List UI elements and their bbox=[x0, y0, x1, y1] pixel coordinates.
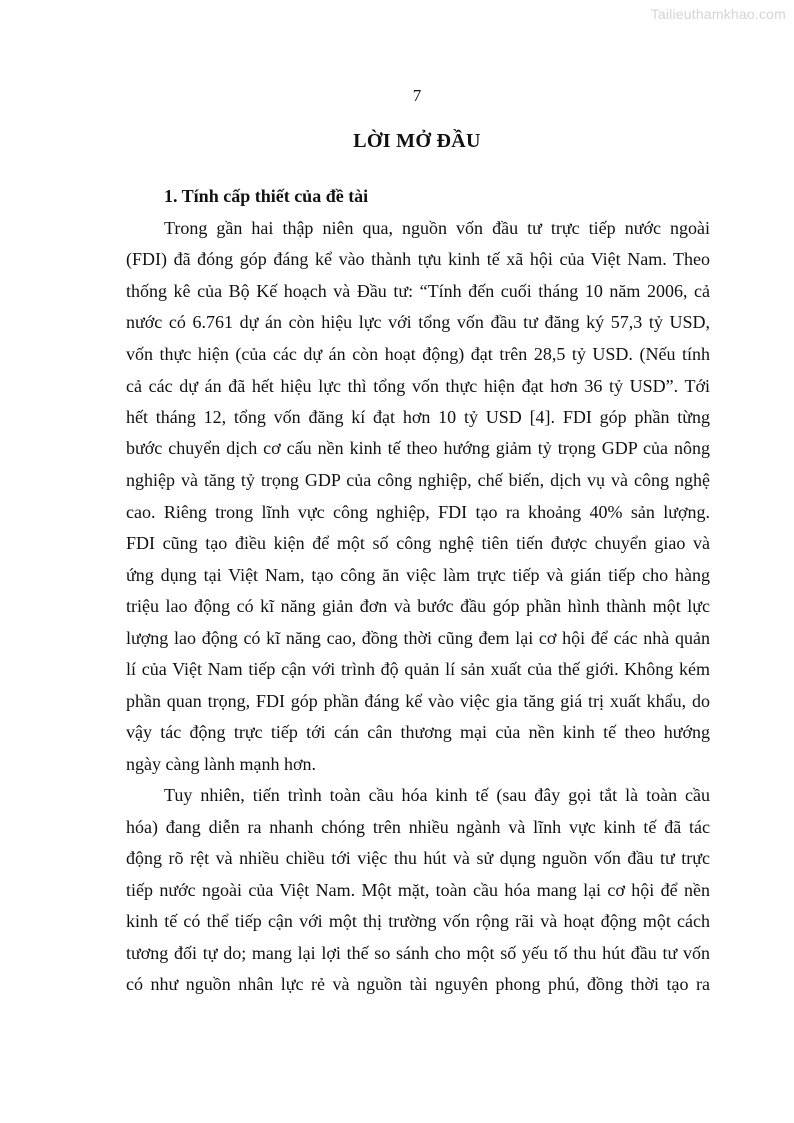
text-line: vậy tác động trực tiếp tới cán cân thương mại của nền kinh tế theo hướng bbox=[126, 722, 710, 742]
text-line: thống kê của Bộ Kế hoạch và Đầu tư: “Tính đến cuối tháng 10 năm 2006, cả bbox=[126, 281, 710, 301]
text-line: nước có 6.761 dự án còn hiệu lực với tổng vốn đầu tư đăng ký 57,3 tỷ USD, bbox=[126, 312, 710, 332]
text-line: hóa) đang diễn ra nhanh chóng trên nhiều ngành và lĩnh vực kinh tế đã tác bbox=[126, 817, 710, 837]
page-title: LỜI MỞ ĐẦU bbox=[353, 130, 481, 152]
text-line: tương đối tự do; mang lại lợi thế so sánh cho một số yếu tố thu hút đầu tư vốn bbox=[126, 943, 710, 963]
text-line: cao. Riêng trong lĩnh vực công nghiệp, FDI tạo ra khoảng 40% sản lượng. bbox=[126, 502, 710, 522]
section-heading: 1. Tính cấp thiết của đề tài bbox=[164, 186, 369, 206]
text-line: phần quan trọng, FDI góp phần đáng kể vào việc gia tăng giá trị xuất khẩu, do bbox=[126, 691, 710, 711]
text-line: Trong gần hai thập niên qua, nguồn vốn đầu tư trực tiếp nước ngoài bbox=[164, 218, 710, 238]
text-line: ứng dụng tại Việt Nam, tạo công ăn việc làm trực tiếp và gián tiếp cho hàng bbox=[126, 565, 710, 585]
text-line: triệu lao động có kĩ năng giản đơn và bước đầu góp phần hình thành một lực bbox=[126, 596, 710, 616]
text-line: lượng lao động có kĩ năng cao, đồng thời cũng đem lại cơ hội để các nhà quản bbox=[126, 628, 710, 648]
text-line: kinh tế có thể tiếp cận với một thị trường vốn rộng rãi và hoạt động một cách bbox=[126, 911, 710, 931]
text-line: hết tháng 12, tổng vốn đăng kí đạt hơn 10 tỷ USD [4]. FDI góp phần từng bbox=[126, 407, 710, 427]
text-line: ngày càng lành mạnh hơn. bbox=[126, 754, 316, 774]
text-line: có như nguồn nhân lực rẻ và nguồn tài nguyên phong phú, đồng thời tạo ra bbox=[126, 974, 710, 994]
text-line: nghiệp và tăng tỷ trọng GDP của công nghiệp, chế biến, dịch vụ và công nghệ bbox=[126, 470, 710, 490]
text-line: tiếp nước ngoài của Việt Nam. Một mặt, toàn cầu hóa mang lại cơ hội để nền bbox=[126, 880, 710, 900]
watermark: Tailieuthamkhao.com bbox=[650, 6, 786, 22]
text-line: động rõ rệt và nhiều chiều tới việc thu hút và sử dụng nguồn vốn đầu tư trực bbox=[126, 848, 710, 868]
text-line: cả các dự án đã hết hiệu lực thì tổng vốn thực hiện đạt hơn 36 tỷ USD”. Tới bbox=[126, 376, 710, 396]
page-number: 7 bbox=[412, 86, 422, 105]
text-line: Tuy nhiên, tiến trình toàn cầu hóa kinh tế (sau đây gọi tắt là toàn cầu bbox=[164, 785, 710, 805]
text-line: lí của Việt Nam tiếp cận với trình độ quản lí sản xuất của thế giới. Không kém bbox=[126, 659, 710, 679]
text-line: bước chuyển dịch cơ cấu nền kinh tế theo hướng giảm tỷ trọng GDP của nông bbox=[126, 438, 710, 458]
text-line: FDI cũng tạo điều kiện để một số công nghệ tiên tiến được chuyển giao và bbox=[126, 533, 710, 553]
text-line: (FDI) đã đóng góp đáng kể vào thành tựu kinh tế xã hội của Việt Nam. Theo bbox=[126, 249, 710, 269]
text-line: vốn thực hiện (của các dự án còn hoạt động) đạt trên 28,5 tỷ USD. (Nếu tính bbox=[126, 344, 710, 364]
